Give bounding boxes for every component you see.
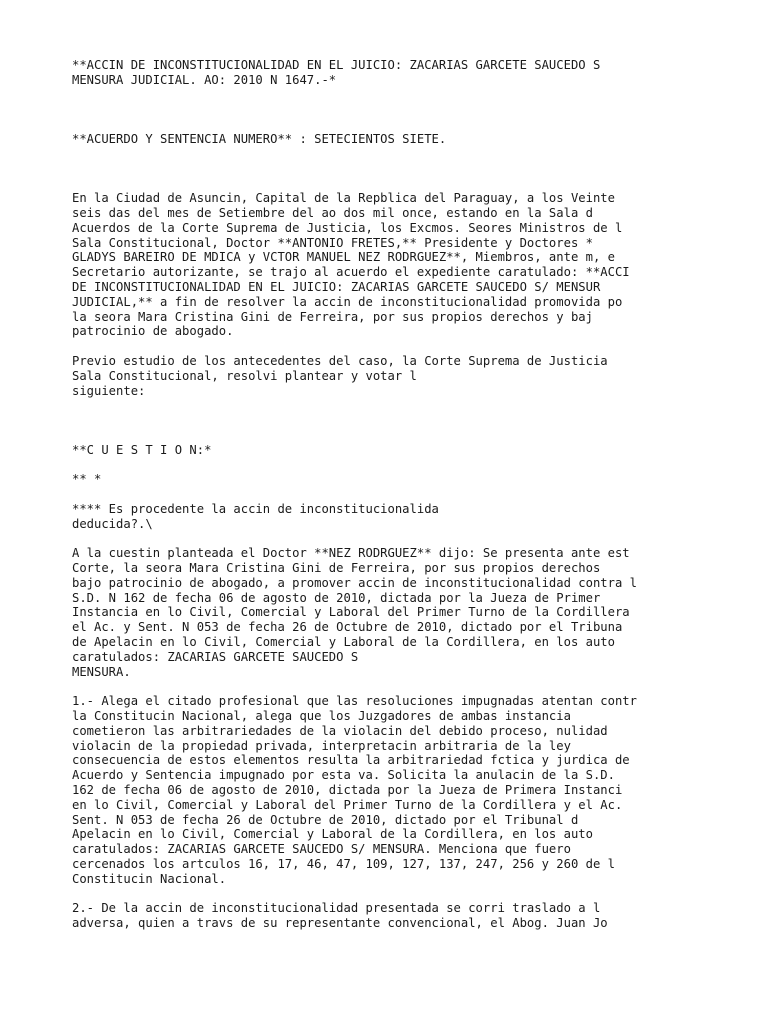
text-line: Acuerdos de la Corte Suprema de Justicia, los Excmos. Seores Ministros de l [72,220,623,235]
paragraph [72,354,732,398]
text-line: Corte, la seora Mara Cristina Gini de Ferreira, por sus propios derechos [72,561,601,576]
text-line: GLADYS BAREIRO DE MDICA y VCTOR MANUEL NEZ RODRGUEZ**, Miembros, ante m, e [72,250,615,265]
text-line: **ACUERDO Y SENTENCIA NUMERO** : SETECIENTOS SIETE. [72,131,447,146]
text-line: seis das del mes de Setiembre del ao dos mil once, estando en la Sala d [72,205,593,220]
text-line: Sala Constitucional, resolvi plantear y votar l [72,368,417,383]
text-line: S.D. N 162 de fecha 06 de agosto de 2010, dictada por la Jueza de Primer [72,590,601,605]
paragraph [72,132,732,147]
text-line: JUDICIAL,** a fin de resolver la accin de inconstitucionalidad promovida po [72,294,623,309]
text-line: adversa, quien a travs de su representante convencional, el Abog. Juan Jo [72,916,608,931]
text-line: patrocinio de abogado. [72,324,234,339]
text-line: bajo patrocinio de abogado, a promover accin de inconstitucionalidad contra l [72,575,637,590]
text-line: Instancia en lo Civil, Comercial y Laboral del Primer Turno de la Cordillera [72,605,630,620]
text-line: de Apelacin en lo Civil, Comercial y Laboral de la Cordillera, en los auto [72,635,615,650]
document-page [72,58,732,931]
text-line: Apelacin en lo Civil, Comercial y Laboral de la Cordillera, en los auto [72,827,593,842]
text-line: deducida?.\ [72,516,153,531]
paragraph [72,58,732,88]
text-line: la seora Mara Cristina Gini de Ferreira, por sus propios derechos y baj [72,309,593,324]
text-line: siguiente: [72,383,146,398]
text-line: A la cuestin planteada el Doctor **NEZ RODRGUEZ** dijo: Se presenta ante est [72,546,630,561]
text-line: 162 de fecha 06 de agosto de 2010, dictada por la Jueza de Primera Instanci [72,783,623,798]
text-line: Secretario autorizante, se trajo al acuerdo el expediente caratulado: **ACCI [72,265,630,280]
text-line: caratulados: ZACARIAS GARCETE SAUCEDO S [72,649,359,664]
text-line: MENSURA JUDICIAL. AO: 2010 N 1647.-* [72,72,337,87]
text-line: 2.- De la accin de inconstitucionalidad presentada se corri traslado a l [72,901,601,916]
text-line: **ACCIN DE INCONSTITUCIONALIDAD EN EL JUICIO: ZACARIAS GARCETE SAUCEDO S [72,58,601,72]
text-line: consecuencia de estos elementos resulta la arbitrariedad fctica y jurdica de [72,753,630,768]
text-line: el Ac. y Sent. N 053 de fecha 26 de Octubre de 2010, dictado por el Tribuna [72,620,623,635]
text-line: **** Es procedente la accin de inconstitucionalida [72,501,439,516]
text-line: cercenados los artculos 16, 17, 46, 47, 109, 127, 137, 247, 256 y 260 de l [72,857,615,872]
text-line: Previo estudio de los antecedentes del caso, la Corte Suprema de Justicia [72,353,608,368]
paragraph [72,191,732,339]
paragraph [72,546,732,679]
text-line: Constitucin Nacional. [72,871,227,886]
text-line: cometieron las arbitrariedades de la violacin del debido proceso, nulidad [72,723,608,738]
text-line: **C U E S T I O N:* [72,442,212,457]
text-line: MENSURA. [72,664,131,679]
text-line: 1.- Alega el citado profesional que las resoluciones impugnadas atentan contr [72,694,637,709]
text-line: Sent. N 053 de fecha 26 de Octubre de 2010, dictado por el Tribunal d [72,812,579,827]
text-line: violacin de la propiedad privada, interpretacin arbitraria de la ley [72,738,571,753]
paragraph [72,472,732,487]
text-line: ** * [72,472,102,487]
text-line: DE INCONSTITUCIONALIDAD EN EL JUICIO: ZACARIAS GARCETE SAUCEDO S/ MENSUR [72,279,601,294]
text-line: caratulados: ZACARIAS GARCETE SAUCEDO S/ MENSURA. Menciona que fuero [72,842,571,857]
text-line: la Constitucin Nacional, alega que los Juzgadores de ambas instancia [72,709,571,724]
paragraph [72,443,732,458]
text-line: En la Ciudad de Asuncin, Capital de la Repblica del Paraguay, a los Veinte [72,191,615,206]
text-line: en lo Civil, Comercial y Laboral del Primer Turno de la Cordillera y el Ac. [72,797,623,812]
text-line: Acuerdo y Sentencia impugnado por esta va. Solicita la anulacin de la S.D. [72,768,615,783]
paragraph [72,694,732,886]
text-line: Sala Constitucional, Doctor **ANTONIO FRETES,** Presidente y Doctores * [72,235,593,250]
paragraph [72,502,732,532]
paragraph [72,901,732,931]
